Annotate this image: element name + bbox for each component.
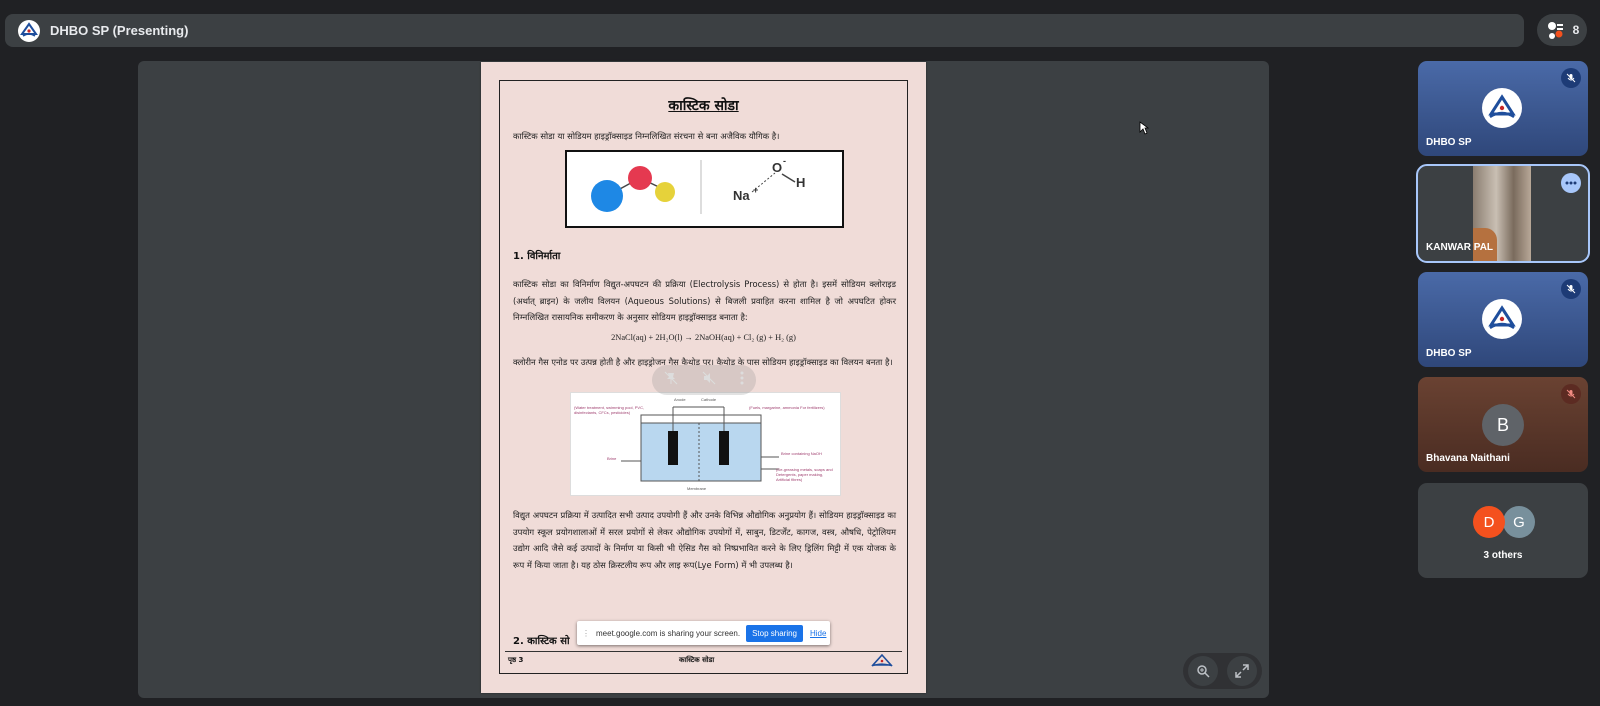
stop-sharing-button[interactable]: Stop sharing <box>746 625 803 642</box>
muted-mic-icon <box>1561 279 1581 299</box>
section2-heading: 2. कास्टिक सो <box>513 636 570 647</box>
sodium-charge: + <box>753 185 759 195</box>
participant-tile-active[interactable] <box>1418 166 1588 261</box>
electrolysis-diagram <box>570 392 841 496</box>
paragraph-2: क्लोरीन गैस एनोड पर उत्पन्न होती है और हाइड्रोजन गैस कैथोड पर। कैथोड के पास सोडियम हाइड्रॉक्साइड का विलयन बनता है। <box>513 357 893 367</box>
participant-tile[interactable] <box>1418 272 1588 367</box>
zoom-controls <box>1183 653 1262 689</box>
molecule-figure <box>565 150 844 228</box>
diagram-label-anode: Anode <box>674 397 686 402</box>
avatar <box>1482 404 1524 446</box>
fullscreen-button[interactable] <box>1227 656 1257 686</box>
paragraph-3: विद्युत अपघटन प्रक्रिया में उत्पादित सभी उत्पाद उपयोगी हैं और उनके विभिन्न औद्योगिक अनुप्रयोग हैं। सोडियम हाइड्रॉक्साइड का उपयोग स्कूल प्रयोगशालाओं में सरल प्रयोगों से लेकर औद्योगिक उपयोगों में, साबुन, डिटर्जेंट, कागज, वस्त्र, औषधि, पेट्रोलियम उद्योग आदि जैसे कई उत्पादों के निर्माण या किसी भी ऐसिड गैस को निष्प्रभावित करने के लिए ड्रिलिंग मिट्टी में एक योजक के रूप में किया जाता है। यह ठोस क्रिस्टलीय रूप और लाइ रूप(Lye Form) में भी उपलब्ध है। <box>513 510 896 570</box>
section1-heading: 1. विनिर्माता <box>513 251 561 262</box>
participant-tile[interactable] <box>1418 61 1588 156</box>
diagram-label-right-top: (Fuels, margarine, ammonia For fertilizers) <box>749 405 825 410</box>
bis-logo-icon <box>18 20 40 42</box>
muted-mic-icon <box>1561 68 1581 88</box>
mouse-cursor-icon <box>1139 121 1149 135</box>
diagram-label-brine-out: Brine containing NaOH <box>781 451 822 456</box>
diagram-label-right-bottom: (De-greasing metals, soaps and Detergents, paper making, Artificial fibres) <box>776 467 833 482</box>
participant-tile[interactable] <box>1418 377 1588 472</box>
share-message: meet.google.com is sharing your screen. <box>596 628 741 638</box>
intro-text: कास्टिक सोडा या सोडियम हाइड्रॉक्साइड निम्नलिखित संरचना से बना अजैविक यौगिक है। <box>513 131 780 141</box>
avatar-initial: B <box>1496 414 1509 435</box>
zoom-in-button[interactable] <box>1188 656 1218 686</box>
people-button[interactable] <box>1537 14 1587 46</box>
bis-avatar-icon <box>1482 88 1522 128</box>
hydrogen-label: H <box>796 175 806 190</box>
oxygen-label: O <box>772 160 783 175</box>
document-footer <box>505 651 902 670</box>
participant-name: KANWAR PAL <box>1426 242 1494 253</box>
others-label: 3 others <box>1483 550 1523 561</box>
mute-icon[interactable] <box>702 371 716 390</box>
diagram-label-membrane: Membrane <box>687 486 707 491</box>
presentation-hover-controls <box>652 365 756 395</box>
unpin-icon[interactable] <box>664 371 678 390</box>
document-title: कास्टिक सोडा <box>668 98 739 114</box>
avatar-initial: D <box>1483 513 1495 531</box>
sodium-label: Na <box>733 188 750 203</box>
avatar-initial: G <box>1513 513 1525 531</box>
people-icon <box>1545 20 1565 40</box>
drag-handle-icon[interactable]: ⋮ <box>582 628 590 638</box>
more-options-icon[interactable] <box>1561 173 1581 193</box>
avatar <box>1503 506 1535 538</box>
presenter-title: DHBO SP (Presenting) <box>50 23 189 38</box>
muted-mic-icon <box>1561 384 1581 404</box>
footer-title: कास्टिक सोडा <box>679 656 715 664</box>
participant-name: Bhavana Naithani <box>1426 453 1510 464</box>
diagram-label-left-top: (Water treatment, swimming pool, PVC, disinfectants, CFCs, pesticides) <box>574 405 645 415</box>
section1-paragraph: कास्टिक सोडा का विनिर्माण विद्युत-अपघटन की प्रक्रिया (Electrolysis Process) से होता है। इसमें सोडियम क्लोराइड (अर्थात् ब्राइन) के जलीय विलयन (Aqueous Solutions) से बिजली प्रवाहित करना शामिल है जो अपघटित होकर निम्नलिखित रासायनिक समीकरण के अनुसार सोडियम हाइड्रॉक्साइड बनाता है: <box>513 279 896 322</box>
participant-name: DHBO SP <box>1426 348 1472 359</box>
screen-share-bar <box>577 621 830 645</box>
footer-logo-icon <box>870 654 894 670</box>
diagram-label-brine-in: Brine <box>607 456 617 461</box>
chemical-equation: 2NaCl(aq) + 2H₂O(l) → 2NaOH(aq) + Cl₂ (g) + H₂ (g) <box>611 333 796 342</box>
fullscreen-icon <box>1235 664 1249 678</box>
others-tile[interactable] <box>1418 483 1588 578</box>
bis-avatar-icon <box>1482 299 1522 339</box>
zoom-in-icon <box>1196 664 1210 678</box>
participant-name: DHBO SP <box>1426 137 1472 148</box>
diagram-label-cathode: Cathode <box>701 397 717 402</box>
participant-count: 8 <box>1572 23 1580 37</box>
presenter-bar <box>5 14 1524 47</box>
hide-share-bar-link[interactable]: Hide <box>810 628 827 638</box>
avatar <box>1473 506 1505 538</box>
more-options-icon[interactable] <box>740 371 744 390</box>
oxygen-charge: - <box>783 156 786 166</box>
footer-page: पृष्ठ 3 <box>508 656 524 664</box>
